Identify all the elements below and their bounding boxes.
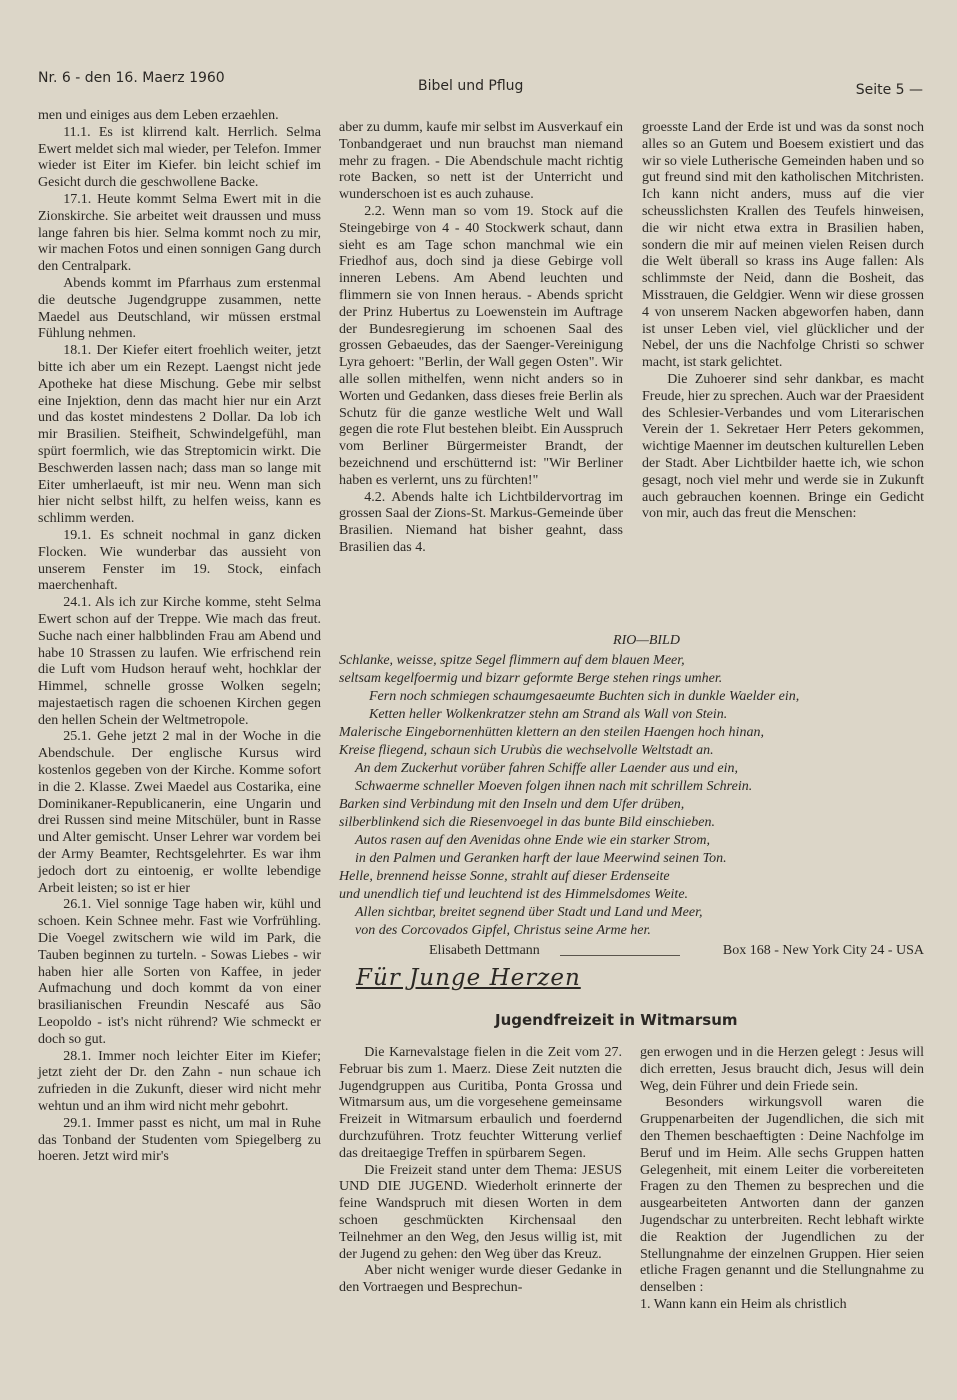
publication-title: Bibel und Pflug: [418, 78, 524, 94]
article-column-1: [339, 1045, 622, 1297]
page-number: Seite 5 —: [855, 82, 923, 98]
section-heading: Für Junge Herzen: [356, 965, 581, 991]
paragraph: Abends kommt im Pfarrhaus zum erstenmal die deutsche Jugendgruppe zusammen, nette Maedel aus Deutschland, wir müssen erstmal Fühlung nehmen.: [38, 275, 321, 342]
paragraph: 25.1. Gehe jetzt 2 mal in der Woche in die Abendschule. Der englische Kursus wird kostenlos gegeben von der Kirche. Komme sofort in die 2. Klasse. Zwei Maedel aus Costarika, eine Dominikaner-Republicanerin, eine Ungarin und drei Russen sind meine Mitschüler, bunt in Rasse und Alter gemischt. Unser Lehrer war vordem bei der Army Beamter, Rechtsgelehrter. Es war ihm jedoch dort zu eintoenig, er wollte lebendige Arbeit leisten; so ist er hier: [38, 729, 321, 896]
paragraph: 2.2. Wenn man so vom 19. Stock auf die Steingebirge von 4 - 40 Stockwerk schaut, dann sieht es am Tage schon manchmal wie ein Friedhof aus, doch sind ja diese Gebirge voll inneren Lebens. Am Abend leuchten und flimmern sie von Innen heraus. - Abends spricht der Prinz Hubertus zu Loewenstein im Auftrage der Bundesregierung im schoenen Saal des grossen Gebaeudes, das der Saenger-Vereinigung Lyra gehoert: "Berlin, der Wall gegen Osten". Wir alle sollen mithelfen, wenn nicht anders so in Worten und Gedanken, dass dieses freie Berlin als Schutz für die ganze westliche Welt und Wall gegen die rote Flut bestehen bleibt. Ein Ausspruch vom Berliner Bürgermeister Brandt, der bezeichnend und erschütternd ist: "Wir Berliner haben es verlernt, uns zu fürchten!": [339, 203, 623, 488]
paragraph: Die Karnevalstage fielen in die Zeit vom 27. Februar bis zum 1. Maerz. Diese Zeit nutzten die Jugendgruppen aus Curitiba, Ponta Grossa und Witmarsum aus, um die vorgesehene gemeinsame Freizeit in Witmarsum erbaulich und foerdernd durchzuführen. Trotz feuchter Witterung verlief das dreitaegige Treffen in spürbarem Segen.: [339, 1045, 622, 1161]
poem-line: und unendlich tief und leuchtend ist des Himmelsdomes Weite.: [339, 887, 689, 902]
paragraph: aber zu dumm, kaufe mir selbst im Ausverkauf ein Tonbandgeraet und nun brauchst man niemand mehr zu fragen. - Die Abendschule macht richtig rote Backen, so nett ist der Unterricht und wunderschoen ist es auch zuhause.: [339, 120, 623, 203]
paragraph: 28.1. Immer noch leichter Eiter im Kiefer; jetzt zieht der Dr. den Zahn - nun schaue ich zufrieden in die Zukunft, dieser wird nicht mehr wehtun und an ihm wird nicht mehr gebohrt.: [38, 1048, 321, 1115]
poem-line: An dem Zuckerhut vorüber fahren Schiffe aller Laender aus und ein,: [355, 761, 738, 776]
paragraph: Die Freizeit stand unter dem Thema: JESUS UND DIE JUGEND. Wiederholt erinnerte der feine Wandspruch mit diesen Worten in dem schoen geschmückten Kirchensaal den Teilnehmer an den Weg, den Jesus willig ist, mit der Jugend zu gehen: den Weg über das Kreuz.: [339, 1162, 622, 1262]
poem-title: RIO—BILD: [613, 633, 680, 648]
poem-rio-bild: [339, 632, 924, 960]
poem-line: in den Palmen und Geranken harft der laue Meerwind seinen Ton.: [355, 851, 727, 866]
paragraph: Die Zuhoerer sind sehr dankbar, es macht Freude, hier zu sprechen. Auch war der Praesident des Schlesier-Verbandes und vom Literarischen Verein der 1. Sekretaer Herr Peters gekommen, wichtige Maenner im deutschen kulturellen Leben der Stadt. Aber Lichtbilder haette ich, wie schon gesagt, noch viel mehr und werde sie in Zukunft auch gebrauchen koennen. Bringe ein Gedicht von mir, auch das freut die Menschen:: [642, 371, 924, 522]
paragraph: 4.2. Abends halte ich Lichtbildervortrag im grossen Saal der Zions-St. Markus-Gemeinde über Brasilien. Niemand hat bisher geahnt, dass Brasilien das 4.: [339, 489, 623, 555]
poem-line: Barken sind Verbindung mit den Inseln und dem Ufer drüben,: [339, 797, 685, 812]
poem-address: Box 168 - New York City 24 - USA: [722, 943, 924, 958]
poem-line: Ketten heller Wolkenkratzer stehn am Strand als Wall von Stein.: [369, 707, 728, 722]
paragraph: groesste Land der Erde ist und was da sonst noch alles so an Gutem und Boesem existiert und das wir so viele Lutherische Gemeinden haben und so gut freund sind mit den katholischen Mitchristen. Ich kann nicht anders, muss auf die vier scheusslichsten Krallen des Teufels hinweisen, die wir nicht etwa extra in Brasilien haben, sondern die mir auf meinen vielen Reisen durch die Welt überall so krass ins Auge fallen: Als schlimmste der Neid, dann die Bosheit, das Misstrauen, die Geldgier. Wenn wir diese grossen 4 von unserem Nacken abgeworfen haben, dann ist unser Leben viel, viel glücklicher und der Nebel, der uns die Nachfolge Christi so schwer macht, ist stark gelichtet.: [642, 120, 924, 371]
poem-line: von des Corcovados Gipfel, Christus seine Arme her.: [355, 923, 651, 938]
diary-column-3: [642, 120, 924, 523]
paragraph: Besonders wirkungsvoll waren die Gruppenarbeiten der Jugendlichen, die sich mit den Themen beschaeftigten : Deine Nachfolge im Beruf und im Heim. Alle sechs Gruppen hatten Gelegenheit, mit einem Leiter die vorbereiteten Fragen zu den Themen zu besprechen und die ausgearbeiteten Antworten dann der ganzen Jugendschar zu unterbreiten. Recht lebhaft wirkte die Reaktion der Jugendlichen zu der Stellungnahme der einzelnen Gruppen. Hier seien etliche Fragen genannt und die Stellungnahme zu denselben :: [640, 1095, 924, 1296]
poem-line: Helle, brennend heisse Sonne, strahlt auf dieser Erdenseite: [339, 869, 670, 884]
poem-author: Elisabeth Dettmann: [429, 943, 540, 958]
poem-line: Schlanke, weisse, spitze Segel flimmern auf dem blauen Meer,: [339, 653, 685, 668]
paragraph: Aber nicht weniger wurde dieser Gedanke in den Vortraegen und Besprechun-: [339, 1263, 622, 1296]
page-header: [38, 70, 923, 96]
paragraph: 19.1. Es schneit nochmal in ganz dicken Flocken. Wie wunderbar das aussieht von unserem Fenster im 19. Stock, einfach maerchenhaft.: [38, 527, 321, 594]
poem-line: seltsam kegelfoermig und bizarr geformte Berge stehen rings umher.: [339, 671, 723, 686]
poem-line: silberblinkend sich die Riesenvoegel in das bunte Bild einschieben.: [339, 815, 715, 830]
paragraph: 11.1. Es ist klirrend kalt. Herrlich. Selma Ewert meldet sich mal wieder, per Telefon. Immer wieder ist Eiter im Kiefer. bin leicht schief im Gesicht durch die geschwollene Backe.: [38, 124, 321, 191]
issue-date: Nr. 6 - den 16. Maerz 1960: [38, 70, 225, 86]
poem-line: Fern noch schmiegen schaumgesaeumte Buchten sich in dunkle Waelder ein,: [369, 689, 800, 704]
diary-column-1: [38, 108, 321, 1166]
article-column-2: [640, 1045, 924, 1314]
paragraph: 24.1. Als ich zur Kirche komme, steht Selma Ewert schon auf der Treppe. Wie mach das freut. Suche nach einer halbblinden Frau am Abend und habe 10 Strassen zu laufen. Wie erfrischend rein die Luft vom Hudson herauf weht, hochklar der Himmel, schnelle grosse Wolken segeln; majestaetisch ragen die schoenen Kirchen gegen den hellen Schein der Weltmetropole.: [38, 595, 321, 728]
paragraph: 29.1. Immer passt es nicht, um mal in Ruhe das Tonband der Studenten vom Spiegelberg zu hoeren. Jetzt wird mir's: [38, 1115, 321, 1165]
poem-line: Schwaerme schneller Moeven folgen ihnen nach mit schrillem Schrein.: [355, 779, 753, 794]
section-divider: [560, 955, 680, 956]
article-title: Jugendfreizeit in Witmarsum: [495, 1011, 738, 1029]
paragraph: 1. Wann kann ein Heim als christlich: [640, 1296, 847, 1312]
poem-signature: [339, 942, 924, 960]
paragraph: 18.1. Der Kiefer eitert froehlich weiter, jetzt bitte ich aber um ein Rezept. Laengst nicht jede Apotheke hat diese Mischung. Gebe mir selbst eine Injektion, denn das macht hier nur ein Arzt und das kostet mindestens 2 Dollar. Da lob ich mir Brasilien. Steifheit, Schwindelgefühl, man spürt foermlich, wie das Streptomicin wirkt. Die Beschwerden lassen nach; dass man so lange mit Eiter umherlaeuft, ist mir neu. Wenn man sich hier nicht selbst hilft, zu helfen weiss, kann es schlimm werden.: [38, 343, 321, 527]
diary-column-2: [339, 120, 623, 557]
poem-line: Kreise fliegend, schaun sich Urubùs die wechselvolle Weltstadt an.: [339, 743, 714, 758]
poem-line: Autos rasen auf den Avenidas ohne Ende wie ein starker Strom,: [355, 833, 711, 848]
poem-line: Malerische Eingebornenhütten klettern an den steilen Haengen hoch hinan,: [339, 725, 764, 740]
paragraph: men und einiges aus dem Leben erzaehlen.: [38, 108, 279, 123]
poem-line: Allen sichtbar, breitet segnend über Stadt und Land und Meer,: [355, 905, 703, 920]
paragraph: 17.1. Heute kommt Selma Ewert mit in die Zionskirche. Sie arbeitet weit draussen und muss lange fahren bis hier. Selma kommt noch zu mir, wir machen Fotos und einen sonnigen Gang durch den Centralpark.: [38, 191, 321, 275]
paragraph: 26.1. Viel sonnige Tage haben wir, kühl und schoen. Kein Schnee mehr. Fast wie Vorfrühling. Die Voegel zwitschern wie wild im Park, die Tauben beginnen zu turteln. - Sowas Liebes - wir haben hier alle Sorten von Kaffee, in jeder Aufmachung und doch kommt da von einer brasilianischen Freundin Nescafé aus São Leopoldo - ist's nicht rührend? Wie schmeckt er doch so gut.: [38, 897, 321, 1047]
paragraph: gen erwogen und in die Herzen gelegt : Jesus will dich erretten, Jesus braucht dich, Jesus will dein Weg, dein Führer und dein Friede sein.: [640, 1045, 924, 1094]
